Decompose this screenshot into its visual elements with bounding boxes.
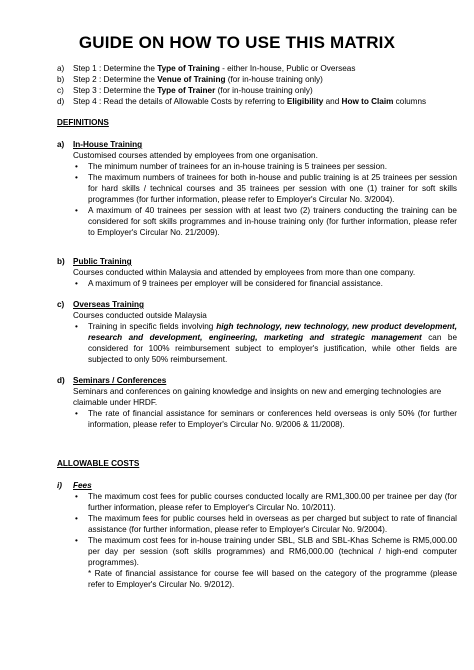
step-label: c) bbox=[57, 86, 64, 95]
section-label: i) bbox=[57, 481, 63, 490]
step-text-post: (for in-house training only) bbox=[225, 75, 323, 84]
step-text-post: columns bbox=[393, 97, 427, 106]
step-text bbox=[73, 96, 426, 107]
definitions-heading: DEFINITIONS bbox=[57, 118, 109, 127]
step-text-bold: Eligibility bbox=[286, 97, 324, 106]
bullet-list bbox=[57, 161, 457, 238]
section-title: Seminars / Conferences bbox=[73, 376, 167, 385]
step-text-mid: and bbox=[323, 97, 342, 106]
bullet-list bbox=[57, 321, 457, 365]
step-text-pre: Step 3 : Determine the bbox=[73, 86, 158, 95]
bullet-item: • The rate of financial assistance for seminars or conferences held overseas is only 50% (for further information, please refer to Employer's Circular No. 9/2006 & 11/2008). bbox=[73, 408, 457, 430]
section-heading bbox=[57, 256, 457, 267]
section-heading bbox=[57, 299, 457, 310]
section-label: c) bbox=[57, 300, 65, 309]
bullet-item: • The maximum numbers of trainees for both in-house and public training is at 25 trainees per session for hard skills / technical courses and 35 trainees per session with one (1) trainer for soft skills programmes (for further information, please refer to Employer's Circular No. 3/2004). bbox=[73, 172, 457, 205]
section-heading bbox=[57, 375, 457, 386]
section-label: d) bbox=[57, 376, 65, 385]
step-text-pre: Step 2 : Determine the bbox=[73, 75, 158, 84]
section-public bbox=[57, 256, 457, 289]
bullet-list bbox=[57, 491, 457, 590]
bullet-item: • A maximum of 9 trainees per employer will be considered for financial assistance. bbox=[73, 278, 457, 289]
section-fees bbox=[57, 480, 457, 590]
bullet-text-pre: Training in specific fields involving bbox=[88, 322, 217, 331]
bullet-item bbox=[73, 321, 457, 365]
step-item bbox=[57, 96, 457, 107]
step-text-post: - either In-house, Public or Overseas bbox=[219, 64, 356, 73]
step-item bbox=[57, 74, 457, 85]
step-label: b) bbox=[57, 75, 65, 84]
section-heading bbox=[57, 139, 457, 150]
step-text bbox=[73, 63, 355, 74]
step-label: d) bbox=[57, 97, 65, 106]
page-title: GUIDE ON HOW TO USE THIS MATRIX bbox=[78, 33, 396, 52]
section-description: Customised courses attended by employees from one organisation. bbox=[73, 151, 318, 160]
step-text-bold: Venue of Training bbox=[157, 75, 226, 84]
section-label: a) bbox=[57, 140, 65, 149]
step-label: a) bbox=[57, 64, 65, 73]
section-label: b) bbox=[57, 257, 65, 266]
step-text bbox=[73, 74, 323, 85]
bullet-text-emphasis: high technology, new technology, new product development, research and development, engineering, marketing and strategic management bbox=[88, 322, 458, 342]
step-text-post: (for in-house training only) bbox=[215, 86, 313, 95]
bullet-item: • The maximum fees for public courses held in overseas as per charged but subject to rate of financial assistance (for further information, please refer to Employer's Circular No. 9/2004). bbox=[73, 513, 457, 535]
step-text-bold: How to Claim bbox=[341, 97, 394, 106]
section-description: Courses conducted within Malaysia and attended by employees from more than one company. bbox=[73, 268, 416, 277]
section-title: Overseas Training bbox=[73, 300, 144, 309]
bullet-item: • The minimum number of trainees for an in-house training is 5 trainees per session. bbox=[73, 161, 457, 172]
step-text-pre: Step 1 : Determine the bbox=[73, 64, 158, 73]
bullet-list bbox=[57, 408, 457, 430]
bullet-item: • The maximum cost fees for in-house training under SBL, SLB and SBL-Khas Scheme is RM5,000.00 per day per session (soft skills programmes) and RM6,000.00 (technical / high-end computer programmes). bbox=[73, 535, 457, 568]
section-inhouse bbox=[57, 139, 457, 238]
step-text bbox=[73, 85, 313, 96]
step-item bbox=[57, 63, 457, 74]
fee-note: * Rate of financial assistance for course fee will based on the category of the programme (please refer to Employer's Circular No. 9/2012). bbox=[88, 569, 457, 589]
bullet-list bbox=[57, 278, 457, 289]
section-seminars bbox=[57, 375, 457, 430]
step-text-bold: Type of Training bbox=[157, 64, 220, 73]
bullet-text-post: can be considered for 100% reimbursement subject to employer's justification, while other fields are subjected to only 50% reimbursement. bbox=[88, 333, 457, 364]
steps-list bbox=[57, 63, 457, 107]
bullet-item: • A maximum of 40 trainees per session with at least two (2) trainers conducting the training can be considered for soft skills programmes and in-house training only (for further information, please refer to Employer's Circular No. 21/2009). bbox=[73, 205, 457, 238]
section-title: Fees bbox=[73, 481, 92, 490]
step-text-bold: Type of Trainer bbox=[157, 86, 216, 95]
section-overseas bbox=[57, 299, 457, 365]
section-title: In-House Training bbox=[73, 140, 143, 149]
section-description: Seminars and conferences on gaining knowledge and insights on new and emerging technologies are claimable under HRDF. bbox=[73, 387, 442, 407]
step-text-pre: Step 4 : Read the details of Allowable Costs by referring to bbox=[73, 97, 287, 106]
section-description: Courses conducted outside Malaysia bbox=[73, 311, 207, 320]
section-title: Public Training bbox=[73, 257, 132, 266]
section-heading bbox=[57, 480, 457, 491]
allowable-costs-heading: ALLOWABLE COSTS bbox=[57, 459, 140, 468]
step-item bbox=[57, 85, 457, 96]
bullet-item: • The maximum cost fees for public courses conducted locally are RM1,300.00 per trainee per day (for further information, please refer to Employer's Circular No. 10/2011). bbox=[73, 491, 457, 513]
